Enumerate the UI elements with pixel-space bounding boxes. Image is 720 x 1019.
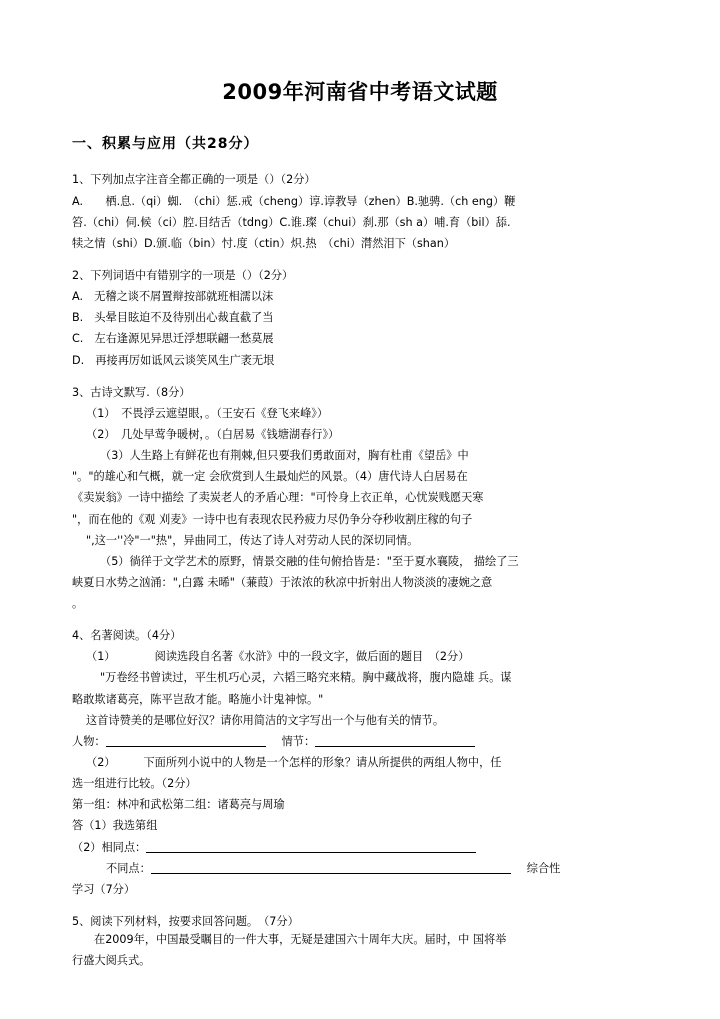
question-4-tail-right: 综合性 [526,861,561,875]
question-4-answer-select: 答（1）我选第组 [72,819,158,833]
question-4-quote-line-2: 略敢欺诸葛亮，陈平岂敌才能。略施小计鬼神惊。" [72,692,324,706]
diff-point-label: 不同点： [106,861,151,875]
diff-point-blank[interactable] [151,873,511,874]
person-label: 人物： [72,734,106,748]
section-heading-1: 一、积累与应用（共28分） [72,136,259,153]
question-4-ask: 这首诗赞美的是哪位好汉？请你用简洁的文字写出一个与他有关的情节。 [86,713,445,727]
question-1-line-1: A. 栖.息.（qi）蜘. （chi）惩.戒（cheng）谆.谆教导（zhen）B.驰骋.（ch eng）鞭 [72,194,516,208]
question-2-option-c: C. 左右逢源见异思迁浮想联翩一愁莫展 [72,332,274,346]
question-4-tail-left: 学习（7分） [72,882,136,896]
question-4-diff-row [72,860,648,878]
page-title: 2009年河南省中考语文试题 [222,80,498,104]
question-3-item-8: （5）徜徉于文学艺术的原野，情景交融的佳句俯拾皆是："至于夏水襄陵， 描绘了三 [100,554,519,568]
question-4-stem: 4、名著阅读。（4分） [72,629,182,643]
question-3-item-1: （1） 不畏浮云遮望眼，。（王安石《登飞来峰》） [86,406,329,420]
question-1-stem: 1、下列加点字注音全都正确的一项是（）（2分） [72,173,316,187]
question-2-option-b: B. 头晕目眩迫不及待别出心裁直截了当 [72,311,274,325]
question-3-item-6: "，而在他的《观 刈麦》一诗中也有表现农民矜疲力尽仍争分夺秒收割庄稼的句子 [72,512,473,526]
question-4-sub-1: （1） 阅读选段自名著《水浒》中的一段文字，做后面的题目 （2分） [86,650,470,664]
person-answer-blank[interactable] [106,746,266,747]
question-3-item-7: ",这一''冷"一"热"，异曲同工，传达了诗人对劳动人民的深切同情。 [86,533,419,547]
question-3-item-2: （2） 几处早莺争暖树，。（白居易《钱塘湖春行》） [86,427,340,441]
question-1-line-3: 犊之情（shi）D.颁.临（bin）忖.度（ctin）炽.热 （chi）潸然泪下（shan） [72,236,456,250]
question-4-sub-2b: 选一组进行比较。（2分） [72,777,197,791]
question-5-body-line-2: 行盛大阅兵式。 [72,954,151,968]
question-4-sub-2: （2） 下面所列小说中的人物是一个怎样的形象？请从所提供的两组人物中，任 [86,756,502,770]
question-4-quote-line-1: "万卷经书曾读过，平生机巧心灵，六韬三略究来精。胸中藏战将，腹内隐雄 兵。谋 [100,671,512,685]
question-2-stem: 2、下列词语中有错别字的一项是（）（2分） [72,268,294,282]
question-2-option-a: A. 无稽之谈不屑置辩按部就班相濡以沫 [72,290,274,304]
question-1-line-2: 笞.（chi）伺.候（ci）腔.目结舌（tdng）C.谁.璨（chui）刹.那（sh a）哺.育（bil）舔. [72,215,511,229]
question-3-item-10: 。 [72,597,84,611]
question-3-item-4: "。"的雄心和气概，就一定 会欣赏到人生最灿烂的风景。（4）唐代诗人白居易在 [72,470,468,484]
question-4-groups: 第一组：林冲和武松第二组：诸葛亮与周瑜 [72,798,285,812]
question-5-body-line-1: 在2009年，中国最受瞩目的一件大事，无疑是建国六十周年大庆。届时，中 国将举 [94,933,507,947]
same-point-label: （2）相同点： [72,840,147,854]
question-4-same-row [72,839,648,857]
question-2-option-d: D. 再接再厉如诋风云谈笑风生广袤无垠 [72,353,275,367]
question-3-item-9: 峡夏日水势之汹涌：",白露 未晞"（蒹葭）于浓浓的秋凉中折射出人物淡淡的凄婉之意 [72,575,493,589]
question-5-stem: 5、阅读下列材料，按要求回答问题。 （7分） [72,915,299,929]
question-3-stem: 3、古诗文默写.（8分） [72,385,191,399]
plot-label: 情节： [281,734,316,748]
question-3-item-5: 《卖炭翁》一诗中描绘 了卖炭老人的矛盾心理："可怜身上衣正单，心忧炭贱愿天寒 [72,491,484,505]
question-3-item-3: （3）人生路上有鲜花也有荆棘,但只要我们勇敢面对，胸有杜甫《望岳》中 [100,449,469,463]
plot-answer-blank[interactable] [315,746,475,747]
same-point-blank[interactable] [146,852,476,853]
question-4-answer-row [72,733,648,751]
